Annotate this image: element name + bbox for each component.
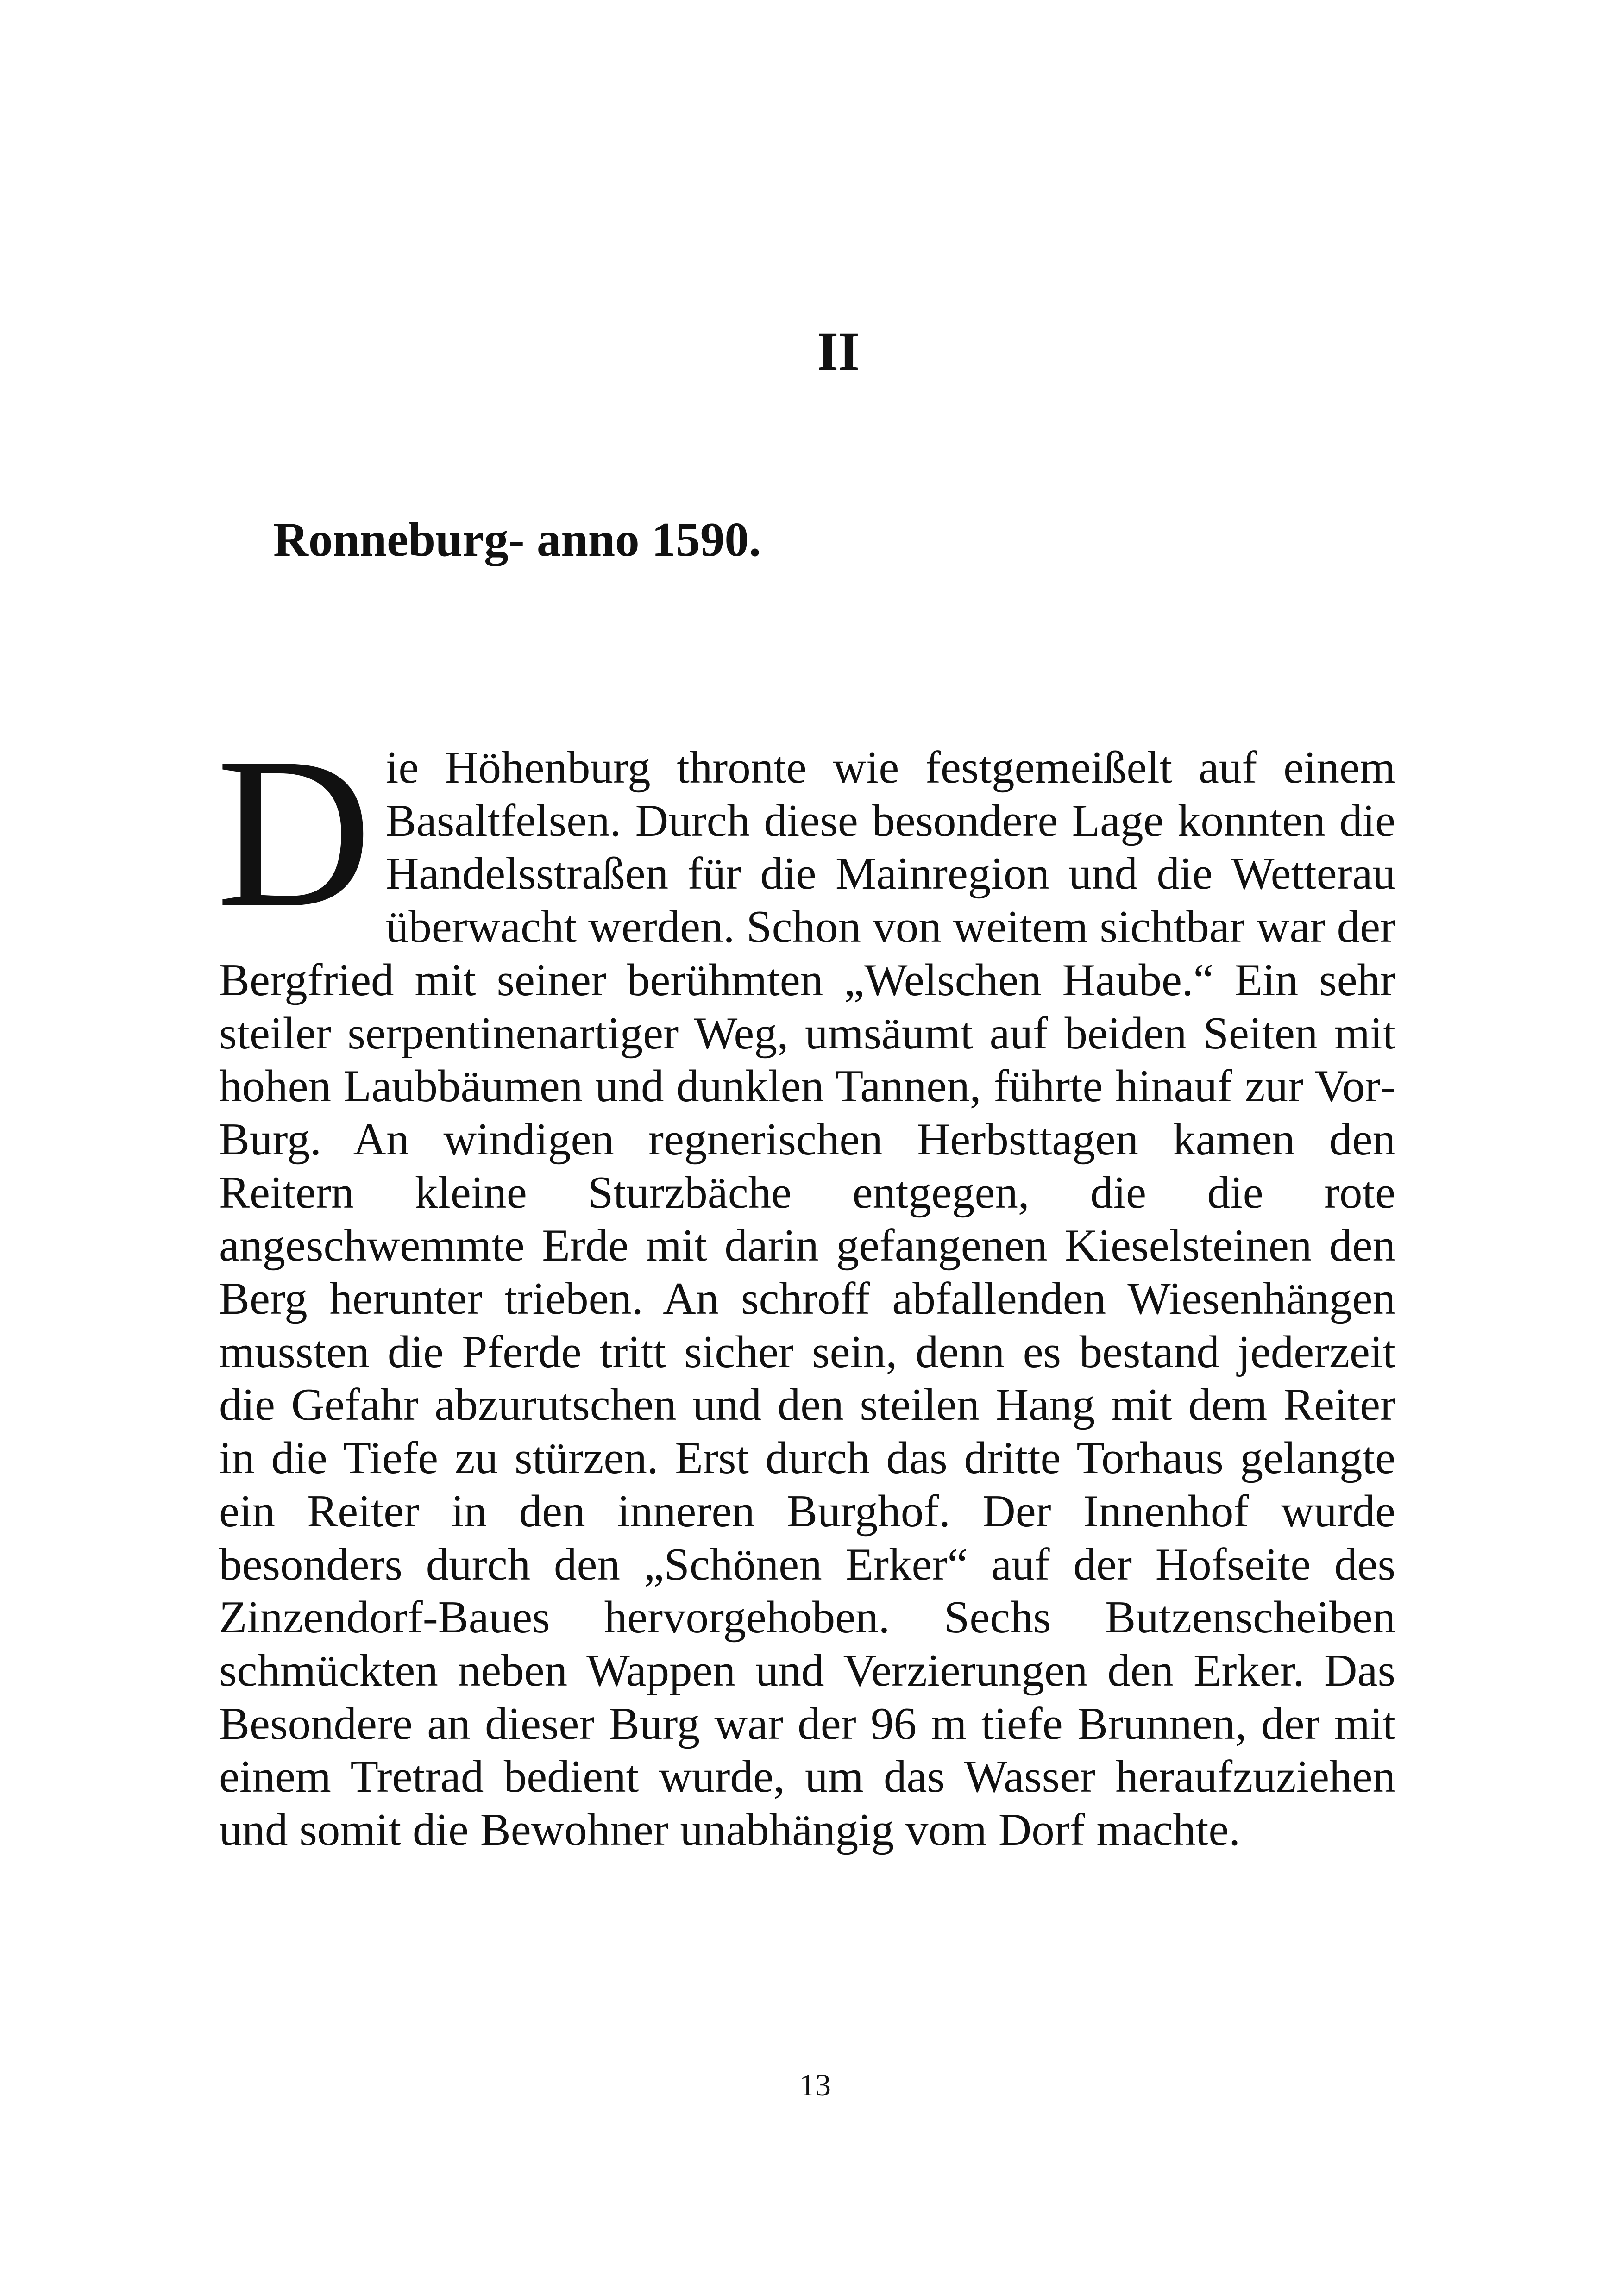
chapter-subtitle: Ronneburg- anno 1590. bbox=[273, 512, 761, 566]
page-number: 13 bbox=[799, 2067, 831, 2102]
chapter-numeral: II bbox=[817, 321, 860, 382]
drop-cap-letter: D bbox=[216, 713, 372, 952]
body-paragraph-text: ie Höhenburg thronte wie festgemeißelt auf einem Basaltfelsen. Durch diese besondere Lage konnten die Handelsstraßen für die Mainregion und die Wetterau überwacht werden. Schon von weitem sichtbar war der Bergfried mit seiner berühmten „Welschen Haube.“ Ein sehr steiler serpentinenartiger Weg, umsäumt auf beiden Seiten mit hohen Laubbäumen und dunklen Tannen, führte hinauf zur VorBurg. An windigen regnerischen Herbsttagen kamen den Reitern kleine Sturzbäche entgegen, die die rote angeschwemmte Erde mit darin gefangenen Kieselsteinen den Berg herunter trieben. An schroff abfallenden Wiesenhängen mussten die Pferde tritt sicher sein, denn es bestand jederzeit die Gefahr abzurutschen und den steilen Hang mit dem Reiter in die Tiefe zu stürzen. Erst durch das dritte Torhaus gelangte ein Reiter in den inneren Burghof. Der Innenhof wurde besonders durch den „Schönen Erker“ auf der Hofseite des Zinzendorf-Baues hervorgehoben. Sechs Butzenscheiben schmückten neben Wappen und Verzierungen den Erker. Das Besondere an dieser Burg war der 96 m tiefe Brunnen, der mit einem Tretrad bedient wurde, um das Wasser heraufzuziehen und somit die Bewohner unabhängig vom Dorf machte. bbox=[219, 742, 1395, 1856]
body-paragraph bbox=[216, 713, 1395, 1857]
